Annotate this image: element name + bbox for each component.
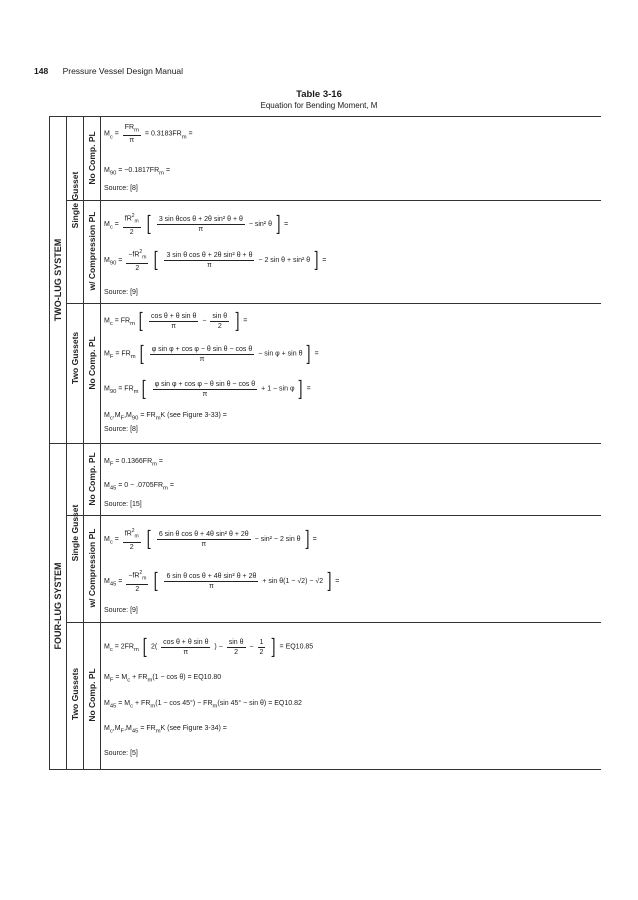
eq-text: = [112,130,121,138]
book-title: Pressure Vessel Design Manual [62,66,184,76]
eq-text: ,M [112,725,121,732]
eq-text: K (see Figure 3-34) = [160,725,227,732]
bracket-open: [ [138,309,144,333]
eq-text: = 0 − .0705FR [116,482,164,489]
eq-text: ,M [124,412,132,419]
equation-m45-four-single-comp [104,569,339,594]
bracket-open: [ [153,248,159,273]
equation-mf-four-two-nocomp [104,674,221,683]
eq-text: = FR [138,725,156,732]
label-two-gussets-4: Two Gussets [70,667,80,721]
bracket-open: [ [142,377,148,401]
eq-den: 2 [129,228,134,236]
eq-num: 3 sin θ cos θ + 2θ sin² θ + θ [166,251,253,259]
equation-mc-four-single-comp [104,527,317,552]
bracket-close: ] [271,635,276,659]
eq-sub: c [109,134,113,141]
eq-den: π [201,540,207,548]
eq-den: π [208,582,214,590]
bracket-close: ] [304,527,310,552]
equation-m90-two-nocomp [104,379,311,399]
equation-mf-four-single-nocomp [104,458,163,467]
eq-text: M [104,482,110,489]
bracket-close: ] [326,569,332,594]
eq-den: 2 [129,543,134,551]
equation-m45-four-two-nocomp [104,700,302,709]
eq-sub: F [109,354,114,361]
label-w-comp-pl-1: w/ Compression PL [87,211,97,291]
bracket-open: [ [146,212,152,237]
eq-sub: m [159,170,164,177]
eq-text: M [104,643,110,651]
sep-4a [66,515,601,516]
label-no-comp-pl-1: No Comp. PL [87,131,97,185]
eq-fraction [164,572,258,591]
eq-fraction [210,312,229,331]
eq-sub: 90 [109,260,117,267]
eq-text: ) − [214,643,225,651]
eq-num: 6 sin θ cos θ + 4θ sin² θ + 2θ [158,530,249,538]
eq-num: −fR [128,251,140,259]
equation-mf-two-nocomp [104,344,319,364]
label-two-lug-system: TWO-LUG SYSTEM [53,238,63,322]
eq-den: 2 [135,264,140,272]
eq-fraction [150,345,255,364]
eq-sub: c [109,647,113,654]
eq-sub: m [130,354,136,361]
eq-text: M [104,385,110,393]
sep-4b [66,622,601,623]
eq-sub: m [181,134,187,141]
eq-text: − sin² − 2 sin θ [254,535,301,543]
source-15: Source: [15] [104,501,142,508]
eq-text: = FR [116,385,134,393]
eq-fraction [164,251,254,270]
eq-fraction [258,638,266,657]
eq-text: 2( [150,643,158,651]
eq-text: = [241,317,248,325]
eq-text: M [104,130,110,138]
equation-mc-four-two-nocomp [104,637,313,657]
equation-k-two-lug [104,412,227,421]
eq-fraction [149,312,198,331]
eq-fraction [153,380,258,399]
page-header [34,66,183,76]
eq-text: M [104,535,110,543]
eq-den: π [129,137,135,145]
eq-text: M [104,725,110,732]
bracket-open: [ [146,527,152,552]
eq-sub: F [120,415,125,422]
eq-num: FR [124,124,135,131]
eq-text: = EQ10.85 [277,643,314,651]
eq-num: φ sin φ + cos φ − θ sin θ − cos θ [151,345,253,353]
eq-num: 3 sin θcos θ + 2θ sin² θ + θ [158,215,243,223]
eq-text: = [304,385,311,393]
eq-text: = [282,220,289,228]
bracket-close: ] [313,248,319,273]
eq-sub: m [130,321,135,328]
eq-sub: m [147,677,153,684]
eq-sub: F [109,677,114,684]
eq-sub: c [109,321,113,328]
eq-text: M [104,167,110,174]
eq-sub: c [109,728,113,735]
eq-sub: m [133,647,139,654]
eq-sub: 45 [131,728,139,735]
eq-sub: 90 [109,170,117,177]
eq-fraction [123,123,141,145]
eq-sub: c [109,224,113,231]
eq-text: = [310,535,317,543]
eq-text: = [156,458,164,465]
eq-sub: c [109,415,113,422]
sep-2b [66,303,601,304]
eq-text: M [104,317,110,325]
eq-sub: F [120,728,125,735]
equation-m90-single-nocomp [104,167,170,176]
eq-sub: m [155,415,161,422]
eq-text: M [104,577,110,585]
equation-m45-four-single-nocomp [104,482,174,491]
eq-den: π [198,225,204,233]
eq-sub: c [109,539,113,546]
bracket-open: [ [153,569,159,594]
eq-text: = FR [112,317,131,325]
eq-text: + FR [130,674,148,681]
bracket-close: ] [298,377,304,401]
eq-text: (sin 45° − sin θ) = EQ10.82 [217,700,302,707]
eq-sub: m [133,389,139,396]
eq-text: = 0.3183FR [144,130,182,138]
eq-num: sin θ [212,312,228,320]
bracket-close: ] [234,309,240,333]
eq-num: fR [124,530,132,538]
sep-two-four [49,443,601,444]
eq-fraction [157,215,245,234]
eq-num: −fR [128,572,140,580]
source-9b: Source: [9] [104,607,138,614]
eq-text: = M [116,700,131,707]
eq-text: = [116,256,125,264]
eq-sub: c [130,703,134,710]
eq-den: 2 [217,322,222,330]
eq-text: = −0.1817FR [116,167,160,174]
eq-text: = [112,535,121,543]
eq-text: = 2FR [112,643,134,651]
eq-text: ,M [112,412,121,419]
eq-sub: m [152,461,157,468]
bottom-border [49,769,601,770]
eq-text: (1 − cos θ) = EQ10.80 [152,674,222,681]
eq-text: + FR [133,700,151,707]
label-w-comp-pl-2: w/ Compression PL [87,528,97,608]
eq-text: = 0.1366FR [113,458,153,465]
label-two-gussets: Two Gussets [70,331,80,385]
top-border [49,116,601,117]
eq-num: cos θ + θ sin θ [163,638,209,646]
label-single-gusset-4: Single Gusset [70,504,80,562]
label-no-comp-pl-3: No Comp. PL [87,452,97,506]
eq-text: − sin² θ [248,220,272,228]
eq-text: M [104,350,110,358]
eq-text: = [186,130,193,138]
eq-text: = FR [113,350,131,358]
eq-sub: m [163,485,168,492]
eq-fraction [227,638,246,657]
eq-text: − 2 sin θ + sin² θ [258,256,311,264]
eq-sub: F [109,461,114,468]
bracket-open: [ [142,635,148,659]
label-no-comp-pl-2: No Comp. PL [87,336,97,390]
eq-text: + 1 − sin φ [261,385,295,393]
eq-text: − [249,643,256,651]
eq-text: M [104,220,110,228]
eq-text: − sin φ + sin θ [258,350,303,358]
eq-sub: m [212,703,218,710]
eq-text: = [320,256,327,264]
eq-num: sin θ [228,638,244,646]
eq-fraction [161,638,210,657]
eq-sub: 45 [109,581,117,588]
bracket-open: [ [139,342,145,366]
eq-fraction [157,530,251,549]
eq-den: π [207,261,212,269]
label-four-lug-system: FOUR-LUG SYSTEM [53,562,63,650]
bracket-close: ] [306,342,311,366]
label-no-comp-pl-4: No Comp. PL [87,668,97,722]
eq-text: ,M [124,725,132,732]
source-5: Source: [5] [104,750,138,757]
eq-text: = [164,167,171,174]
source-8b: Source: [8] [104,426,138,433]
eq-den: 2 [259,648,264,656]
table-title: Table 3-16 [296,89,342,100]
eq-sub: m [150,703,156,710]
eq-text: = M [113,674,128,681]
equation-mc-single-nocomp [104,123,193,145]
eq-sub: 90 [109,389,117,396]
eq-num: 1 [259,638,264,646]
sep-2a [66,200,601,201]
eq-den: π [199,355,205,363]
eq-fraction: $\frac{fR^2_m}{2}$ [124,213,139,236]
eq-text: M [104,458,110,465]
eq-text: = FR [138,412,156,419]
eq-text: M [104,412,110,419]
eq-fraction: $\frac{fR^2_m}{2}$ [124,528,139,551]
eq-sub: 45 [109,485,117,492]
eq-den: 2 [234,648,239,656]
equation-m90-single-comp [104,248,326,273]
table-subtitle: Equation for Bending Moment, M [260,101,378,110]
eq-den: 2 [135,585,140,593]
eq-text: = [312,350,319,358]
eq-sub: m [155,728,161,735]
eq-text: + sin θ(1 − √2) − √2 [262,577,324,585]
eq-text: M [104,256,110,264]
source-8a: Source: [8] [104,185,138,192]
eq-sub: 45 [109,703,117,710]
eq-num: cos θ + θ sin θ [151,312,197,320]
eq-num: fR [124,215,132,223]
eq-text: M [104,674,110,681]
eq-sub: 90 [131,415,139,422]
source-9a: Source: [9] [104,289,138,296]
eq-num: φ sin φ + cos φ − θ sin θ − cos θ [154,380,256,388]
equation-mc-two-nocomp [104,311,247,331]
eq-text: (1 − cos 45°) − FR [155,700,213,707]
page-number: 148 [34,66,49,76]
eq-num: 6 sin θ cos θ + 4θ sin² θ + 2θ [166,572,257,580]
eq-fraction: $\frac{-fR^2_m}{2}$ [128,570,147,593]
equation-mc-single-comp [104,212,288,237]
eq-text: K (see Figure 3-33) = [160,412,227,419]
eq-text: M [104,700,110,707]
eq-text: = [333,577,340,585]
eq-fraction: $\frac{-fR^2_m}{2}$ [128,249,147,272]
eq-sub: m [134,127,139,134]
label-single-gusset: Single Gusset [70,171,80,229]
eq-text: = [112,220,121,228]
eq-sub: c [127,677,131,684]
bracket-close: ] [275,212,281,237]
eq-text: = [116,577,125,585]
eq-den: π [202,390,208,398]
equation-k-four-lug [104,725,227,734]
eq-den: π [183,648,189,656]
eq-den: π [171,322,177,330]
eq-text: = [167,482,174,489]
eq-text: − [202,317,209,325]
